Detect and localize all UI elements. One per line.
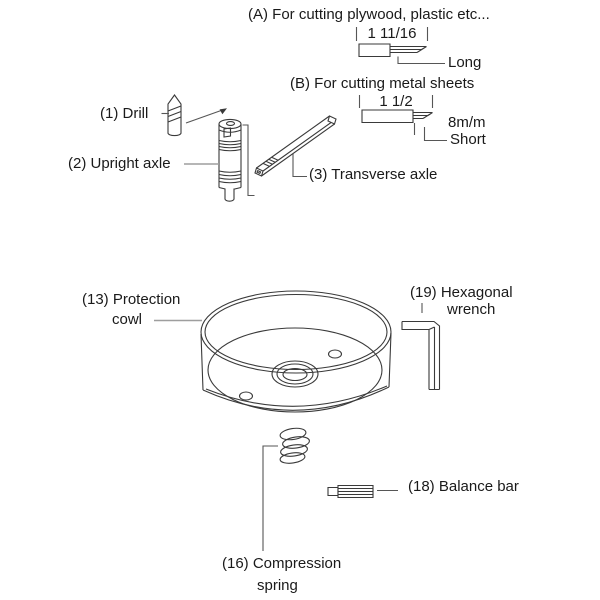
label-transverse-axle: (3) Transverse axle [309, 166, 438, 183]
label-drill: (1) Drill [100, 105, 149, 122]
label-upright-axle: (2) Upright axle [68, 155, 171, 172]
label-hex-wrench-line1: (19) Hexagonal [410, 284, 513, 301]
label-blade-a-heading: (A) For cutting plywood, plastic etc... [248, 6, 490, 23]
assembly-arrow [186, 108, 227, 123]
spring-coil-4 [279, 451, 305, 464]
spring-coil-1 [279, 427, 306, 442]
axle-upper-grooves [219, 141, 241, 151]
balance-bar-cap [328, 488, 338, 496]
arrow-head [220, 108, 227, 114]
axle-pair-bracket [243, 125, 255, 196]
spring-coil-2 [282, 435, 310, 450]
cowl-hole-left [240, 392, 253, 400]
label-protection-cowl-line1: (13) Protection [82, 291, 181, 308]
bar-right-end-face [328, 116, 336, 124]
transverse-axle-leader-line [293, 154, 307, 177]
blade-a-long-leader-line [398, 57, 445, 64]
label-compression-spring-line2: spring [257, 577, 298, 594]
arrow-shaft [186, 110, 223, 123]
cowl-hub-hole [283, 369, 307, 381]
label-blade-b-size: Short [450, 131, 486, 148]
blade-a-shank [359, 44, 390, 57]
compression-spring-drawing [263, 427, 310, 551]
blade-b-blade [413, 113, 433, 119]
balance-bar-drawing [328, 486, 398, 498]
blade-a-blade [390, 47, 427, 53]
blade-b-shank [362, 110, 413, 123]
spring-leader-line [263, 446, 278, 551]
cowl-hub-outer [272, 361, 318, 387]
blade-b-short-leader-line [425, 135, 448, 141]
hex-wrench-drawing [402, 303, 440, 390]
bar-left-end-face [255, 168, 263, 176]
label-blade-b-dimension: 1 1/2 [379, 93, 413, 110]
cowl-hole-right [329, 350, 342, 358]
label-blade-a-size: Long [448, 54, 482, 71]
label-blade-b-thickness: 8m/m [448, 114, 486, 131]
cowl-rim-inner [205, 295, 387, 370]
label-balance-bar: (18) Balance bar [408, 478, 519, 495]
axle-lower-grooves [219, 171, 241, 183]
protection-cowl-drawing [154, 291, 391, 412]
label-blade-b-heading: (B) For cutting metal sheets [290, 75, 475, 92]
wrench-outline [402, 322, 440, 390]
axle-top-face [219, 119, 241, 128]
label-compression-spring-line1: (16) Compression [222, 555, 342, 572]
label-protection-cowl-line2: cowl [112, 311, 143, 328]
upright-axle-drawing [184, 119, 241, 201]
cowl-bottom-inner [206, 386, 387, 406]
label-hex-wrench-line2: wrench [447, 301, 496, 318]
drill-drawing [162, 95, 182, 136]
label-blade-a-dimension: 1 11/16 [367, 25, 417, 42]
axle-shaft [225, 189, 234, 202]
